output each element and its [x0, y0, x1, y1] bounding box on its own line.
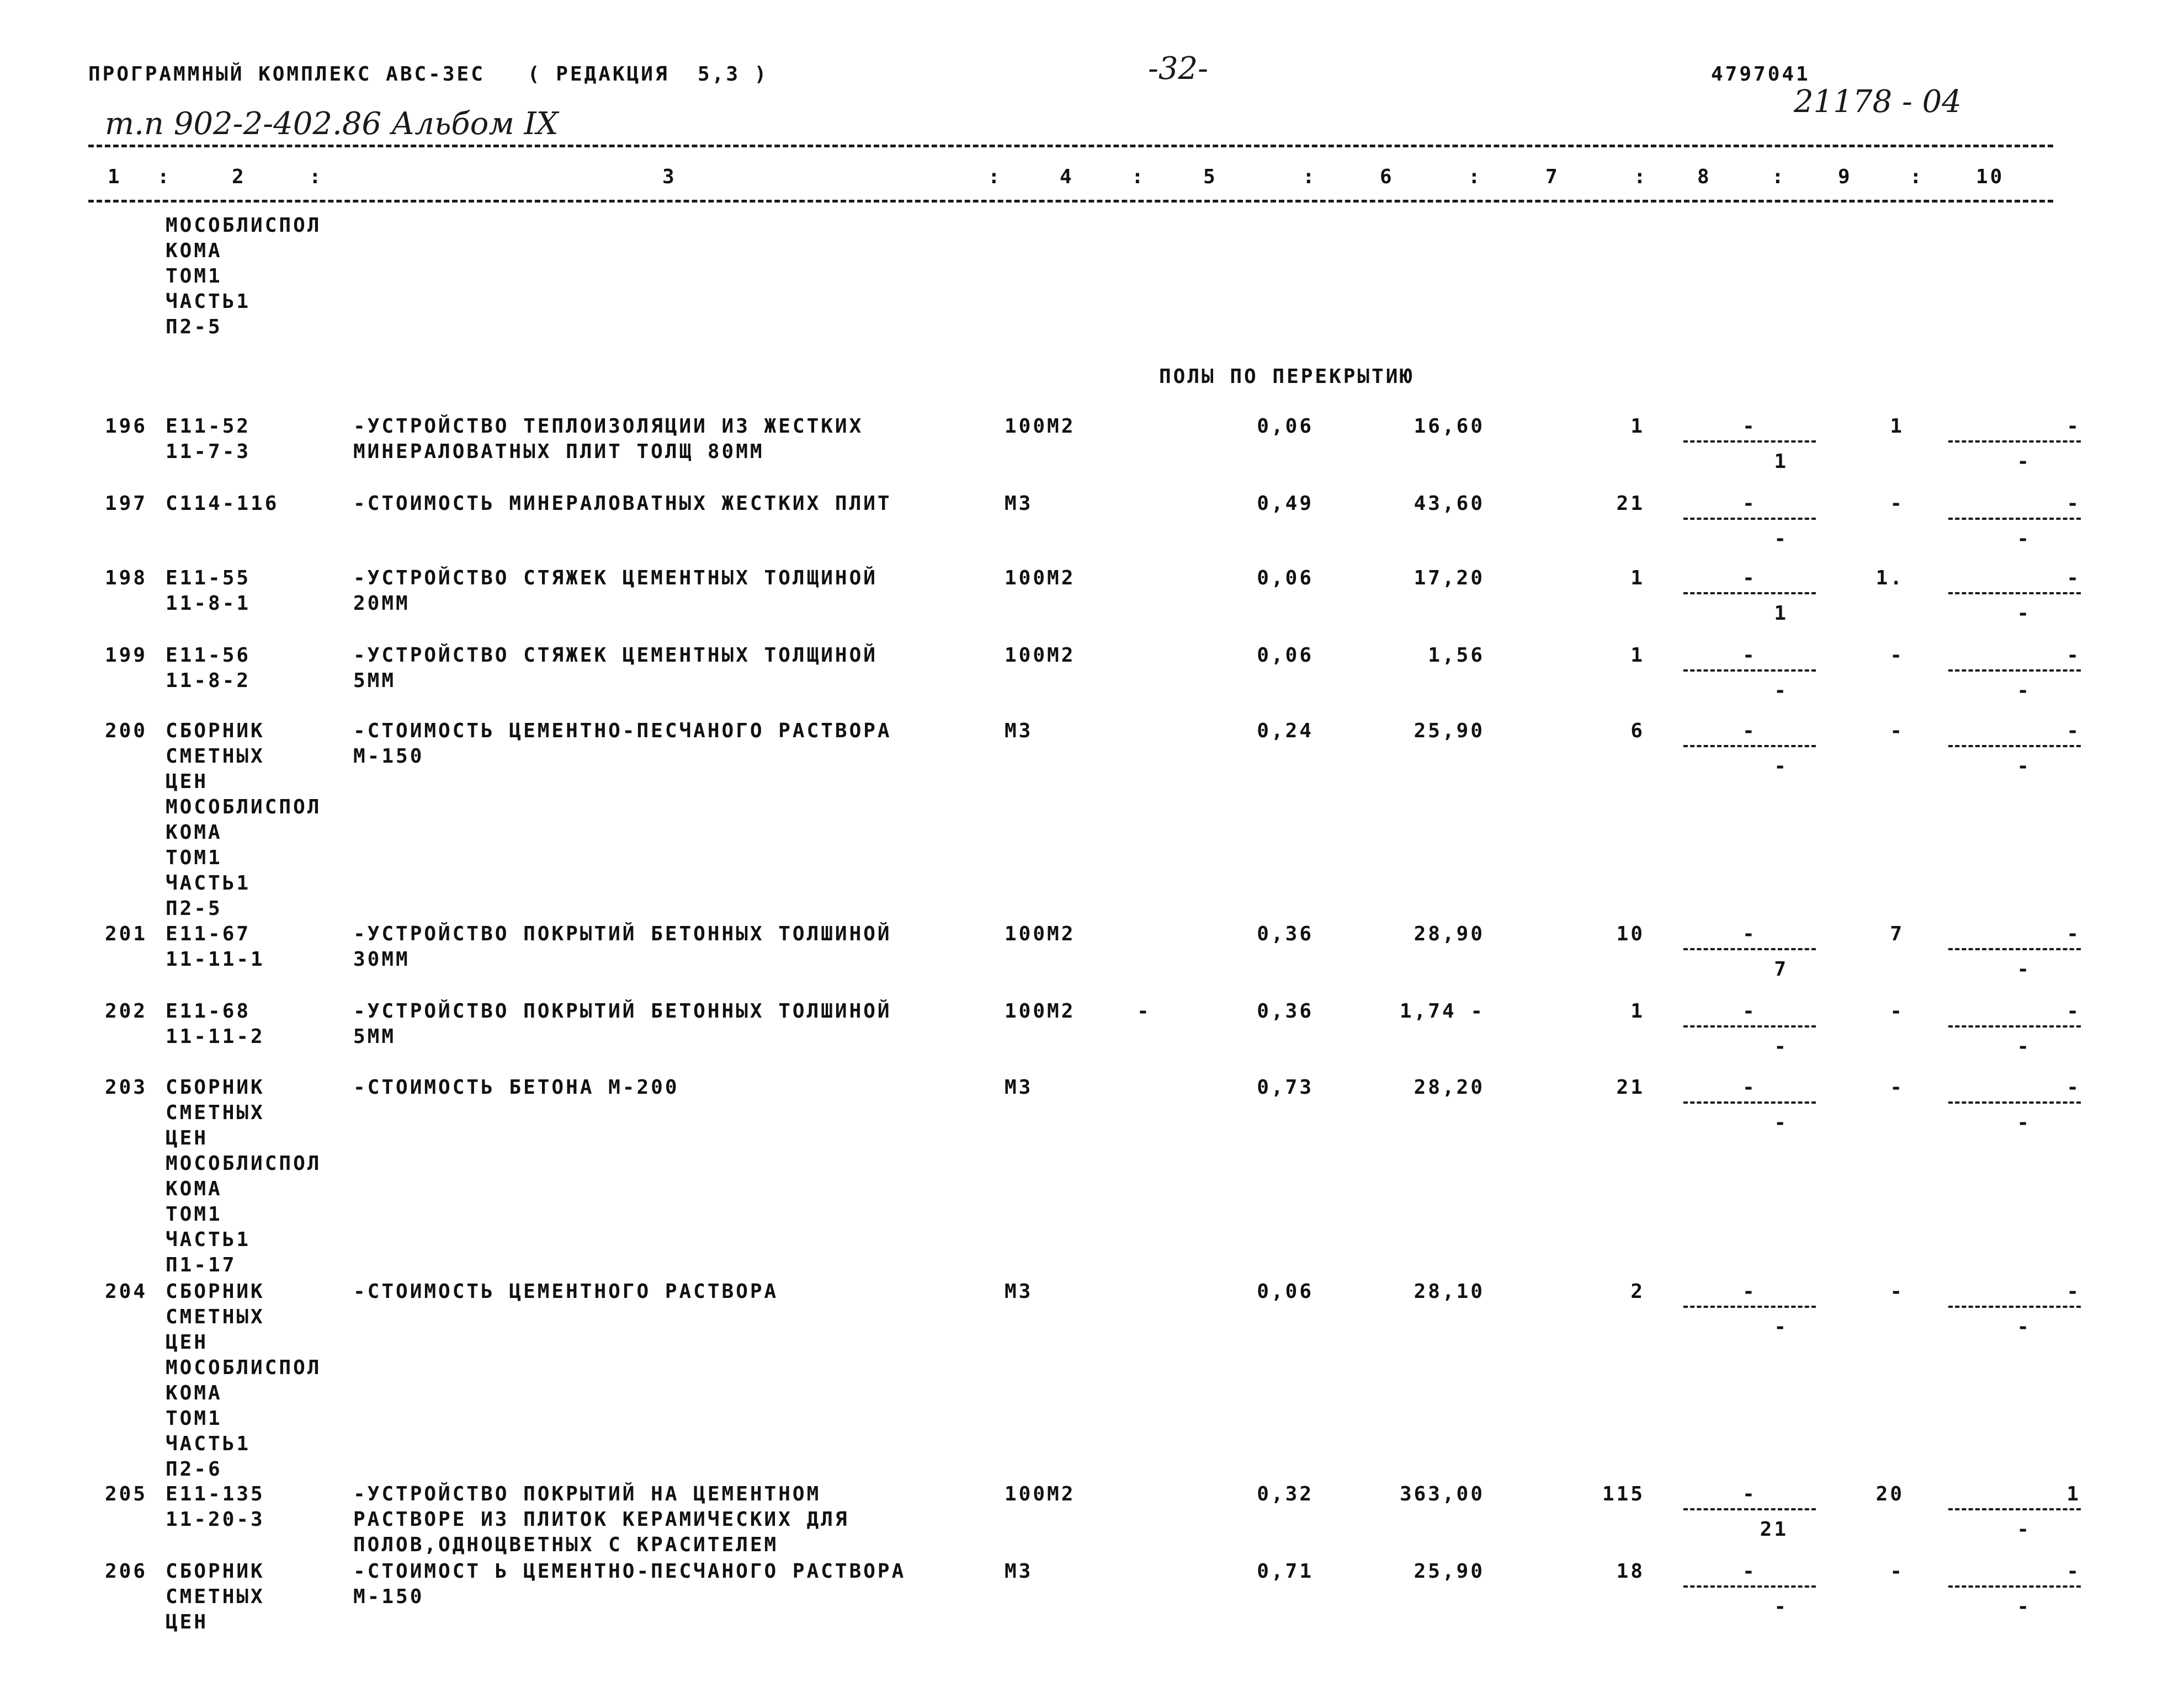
- col10-top: -: [2066, 415, 2081, 438]
- col9-value: -: [1890, 1560, 1904, 1583]
- col10-fraction-line: [1948, 1306, 2081, 1308]
- col8-fraction-line: [1683, 669, 1816, 672]
- col10-fraction-line: [1948, 1585, 2081, 1588]
- row-number: 200: [105, 720, 148, 742]
- work-description: РАСТВОРЕ ИЗ ПЛИТОК КЕРАМИЧЕСКИХ ДЛЯ: [353, 1508, 849, 1531]
- column-separator: :: [157, 166, 172, 188]
- unit-price: 28,10: [1414, 1280, 1485, 1303]
- program-header: ПРОГРАММНЫЙ КОМПЛЕКС АВС-3ЕС ( РЕДАКЦИЯ 5,3 ): [88, 63, 769, 86]
- unit: М3: [1005, 492, 1033, 515]
- resource-code: СБОРНИК: [166, 1076, 265, 1099]
- resource-code: Е11-68: [166, 1000, 251, 1023]
- total-cost: 1: [1630, 644, 1645, 667]
- header-rule-top: [88, 145, 2053, 147]
- col8-top: -: [1742, 720, 1757, 742]
- work-description: 5ММ: [353, 1025, 396, 1048]
- doc-handwritten-note: 21178 - 04: [1794, 84, 1962, 120]
- resource-code: С114-116: [166, 492, 279, 515]
- col10-fraction-line: [1948, 1025, 2081, 1028]
- unit: 100М2: [1005, 415, 1076, 438]
- col10-top: -: [2066, 1076, 2081, 1099]
- total-cost: 10: [1616, 923, 1645, 945]
- resource-code: МОСОБЛИСПОЛ: [166, 796, 322, 818]
- resource-code: СМЕТНЫХ: [166, 1585, 265, 1608]
- resource-code: 11-11-2: [166, 1025, 265, 1048]
- col8-top: -: [1742, 1560, 1757, 1583]
- work-description: -СТОИМОСТ Ь ЦЕМЕНТНО-ПЕСЧАНОГО РАСТВОРА: [353, 1560, 906, 1583]
- work-description: -УСТРОЙСТВО ПОКРЫТИЙ БЕТОННЫХ ТОЛШИНОЙ: [353, 923, 892, 945]
- quantity: 0,06: [1257, 415, 1314, 438]
- unit: 100М2: [1005, 644, 1076, 667]
- col8-top: -: [1742, 1483, 1757, 1505]
- row-number: 196: [105, 415, 148, 438]
- total-cost: 21: [1616, 1076, 1645, 1099]
- unit-price: 1,74 -: [1399, 1000, 1485, 1023]
- row-number: 201: [105, 923, 148, 945]
- col8-fraction-line: [1683, 948, 1816, 950]
- col8-fraction-line: [1683, 518, 1816, 520]
- col10-bottom: -: [2017, 679, 2031, 702]
- col8-bottom: -: [1774, 528, 1788, 550]
- work-description: -СТОИМОСТЬ БЕТОНА М-200: [353, 1076, 679, 1099]
- unit-price: 16,60: [1414, 415, 1485, 438]
- col8-bottom: -: [1774, 1595, 1788, 1618]
- resource-code: П1-17: [166, 1254, 237, 1276]
- resource-code: ТОМ1: [166, 1407, 222, 1430]
- quantity: 0,24: [1257, 720, 1314, 742]
- work-description: -УСТРОЙСТВО СТЯЖЕК ЦЕМЕНТНЫХ ТОЛЩИНОЙ: [353, 644, 878, 667]
- col10-top: -: [2066, 492, 2081, 515]
- project-handwritten-note: т.п 902-2-402.86 Альбом IX: [105, 106, 559, 142]
- col8-bottom: 1: [1774, 450, 1788, 473]
- resource-code: ЦЕН: [166, 770, 209, 793]
- quantity: 0,36: [1257, 923, 1314, 945]
- col8-fraction-line: [1683, 745, 1816, 747]
- total-cost: 1: [1630, 567, 1645, 589]
- column-header-5: 5: [1203, 166, 1218, 188]
- document-code: 4797041: [1711, 63, 1810, 86]
- section-title: ПОЛЫ ПО ПЕРЕКРЫТИЮ: [1159, 365, 1415, 388]
- col10-fraction-line: [1948, 440, 2081, 443]
- col8-bottom: -: [1774, 1111, 1788, 1134]
- row-number: 203: [105, 1076, 148, 1099]
- column-separator: :: [309, 166, 323, 188]
- column-separator: :: [1772, 166, 1786, 188]
- work-description: -УСТРОЙСТВО ПОКРЫТИЙ НА ЦЕМЕНТНОМ: [353, 1483, 821, 1505]
- work-description: -СТОИМОСТЬ ЦЕМЕНТНОГО РАСТВОРА: [353, 1280, 779, 1303]
- row-number: 202: [105, 1000, 148, 1023]
- col10-bottom: -: [2017, 1111, 2031, 1134]
- column-header-2: 2: [232, 166, 246, 188]
- quantity: 0,06: [1257, 644, 1314, 667]
- col8-top: -: [1742, 415, 1757, 438]
- resource-code: ЦЕН: [166, 1331, 209, 1354]
- col8-bottom: -: [1774, 1035, 1788, 1058]
- col8-top: -: [1742, 492, 1757, 515]
- work-description: 20ММ: [353, 592, 410, 615]
- resource-code: СБОРНИК: [166, 720, 265, 742]
- col8-top: -: [1742, 567, 1757, 589]
- total-cost: 2: [1630, 1280, 1645, 1303]
- prev-row-code-line: КОМА: [166, 239, 222, 262]
- resource-code: Е11-56: [166, 644, 251, 667]
- col8-top: -: [1742, 1280, 1757, 1303]
- unit-price: 363,00: [1399, 1483, 1485, 1505]
- work-description: -УСТРОЙСТВО ПОКРЫТИЙ БЕТОННЫХ ТОЛШИНОЙ: [353, 1000, 892, 1023]
- work-description: -УСТРОЙСТВО СТЯЖЕК ЦЕМЕНТНЫХ ТОЛЩИНОЙ: [353, 567, 878, 589]
- work-description: 5ММ: [353, 669, 396, 692]
- col8-fraction-line: [1683, 440, 1816, 443]
- unit-price: 17,20: [1414, 567, 1485, 589]
- prev-row-code-line: П2-5: [166, 316, 222, 338]
- work-description: 30ММ: [353, 948, 410, 971]
- resource-code: МОСОБЛИСПОЛ: [166, 1152, 322, 1175]
- unit-price: 28,20: [1414, 1076, 1485, 1099]
- col9-value: 1: [1890, 415, 1904, 438]
- col9-value: -: [1890, 1076, 1904, 1099]
- quantity: 0,06: [1257, 1280, 1314, 1303]
- col10-bottom: -: [2017, 450, 2031, 473]
- col8-fraction-line: [1683, 1508, 1816, 1510]
- work-description: МИНЕРАЛОВАТНЫХ ПЛИТ ТОЛЩ 80ММ: [353, 440, 764, 463]
- prev-row-code-line: МОСОБЛИСПОЛ: [166, 214, 322, 237]
- row-number: 205: [105, 1483, 148, 1505]
- resource-code: СМЕТНЫХ: [166, 745, 265, 768]
- resource-code: ЦЕН: [166, 1611, 209, 1633]
- prev-row-code-line: ТОМ1: [166, 265, 222, 288]
- col10-bottom: -: [2017, 1035, 2031, 1058]
- resource-code: 11-7-3: [166, 440, 251, 463]
- col8-top: -: [1742, 923, 1757, 945]
- row-number: 204: [105, 1280, 148, 1303]
- unit: М3: [1005, 720, 1033, 742]
- col8-top: -: [1742, 1000, 1757, 1023]
- unit-price: 25,90: [1414, 720, 1485, 742]
- page-number: -32-: [1148, 51, 1209, 87]
- resource-code: СМЕТНЫХ: [166, 1306, 265, 1328]
- col9-value: -: [1890, 492, 1904, 515]
- quantity: 0,49: [1257, 492, 1314, 515]
- column-separator: :: [1131, 166, 1146, 188]
- resource-code: П2-6: [166, 1458, 222, 1481]
- col10-top: -: [2066, 1560, 2081, 1583]
- unit: 100М2: [1005, 923, 1076, 945]
- resource-code: 11-11-1: [166, 948, 265, 971]
- col10-top: 1: [2066, 1483, 2081, 1505]
- quantity: 0,71: [1257, 1560, 1314, 1583]
- column-header-1: 1: [108, 166, 122, 188]
- unit: 100М2: [1005, 1483, 1076, 1505]
- col8-fraction-line: [1683, 592, 1816, 594]
- col8-bottom: -: [1774, 1316, 1788, 1338]
- col10-bottom: -: [2017, 528, 2031, 550]
- resource-code: ЧАСТЬ1: [166, 1433, 251, 1455]
- col10-bottom: -: [2017, 1595, 2031, 1618]
- resource-code: ТОМ1: [166, 847, 222, 869]
- total-cost: 6: [1630, 720, 1645, 742]
- column-header-8: 8: [1697, 166, 1712, 188]
- col5-mark: -: [1137, 1000, 1151, 1023]
- col9-value: -: [1890, 1280, 1904, 1303]
- col8-fraction-line: [1683, 1585, 1816, 1588]
- header-rule-bottom: [88, 200, 2053, 203]
- col8-fraction-line: [1683, 1306, 1816, 1308]
- total-cost: 1: [1630, 1000, 1645, 1023]
- resource-code: КОМА: [166, 1178, 222, 1200]
- resource-code: КОМА: [166, 1382, 222, 1404]
- resource-code: СБОРНИК: [166, 1280, 265, 1303]
- col10-top: -: [2066, 720, 2081, 742]
- resource-code: Е11-67: [166, 923, 251, 945]
- row-number: 199: [105, 644, 148, 667]
- resource-code: МОСОБЛИСПОЛ: [166, 1356, 322, 1379]
- col8-bottom: 1: [1774, 602, 1788, 625]
- work-description: -УСТРОЙСТВО ТЕПЛОИЗОЛЯЦИИ ИЗ ЖЕСТКИХ: [353, 415, 864, 438]
- col10-fraction-line: [1948, 745, 2081, 747]
- col10-fraction-line: [1948, 669, 2081, 672]
- col10-fraction-line: [1948, 1101, 2081, 1104]
- col8-bottom: 7: [1774, 958, 1788, 981]
- prev-row-code-line: ЧАСТЬ1: [166, 290, 251, 313]
- col10-fraction-line: [1948, 518, 2081, 520]
- resource-code: СБОРНИК: [166, 1560, 265, 1583]
- row-number: 206: [105, 1560, 148, 1583]
- unit: М3: [1005, 1280, 1033, 1303]
- col10-top: -: [2066, 1000, 2081, 1023]
- resource-code: 11-8-1: [166, 592, 251, 615]
- quantity: 0,06: [1257, 567, 1314, 589]
- col8-bottom: 21: [1760, 1518, 1788, 1541]
- resource-code: ЧАСТЬ1: [166, 872, 251, 895]
- column-separator: :: [1303, 166, 1317, 188]
- col9-value: -: [1890, 1000, 1904, 1023]
- unit-price: 43,60: [1414, 492, 1485, 515]
- unit: М3: [1005, 1560, 1033, 1583]
- resource-code: ТОМ1: [166, 1203, 222, 1226]
- column-separator: :: [1910, 166, 1924, 188]
- resource-code: Е11-55: [166, 567, 251, 589]
- resource-code: ЦЕН: [166, 1127, 209, 1149]
- col10-fraction-line: [1948, 948, 2081, 950]
- work-description: -СТОИМОСТЬ ЦЕМЕНТНО-ПЕСЧАНОГО РАСТВОРА: [353, 720, 892, 742]
- col10-bottom: -: [2017, 1316, 2031, 1338]
- column-separator: :: [1468, 166, 1482, 188]
- work-description: М-150: [353, 745, 424, 768]
- total-cost: 1: [1630, 415, 1645, 438]
- col9-value: 1.: [1875, 567, 1904, 589]
- resource-code: КОМА: [166, 821, 222, 844]
- unit-price: 25,90: [1414, 1560, 1485, 1583]
- total-cost: 115: [1602, 1483, 1645, 1505]
- column-header-6: 6: [1380, 166, 1394, 188]
- resource-code: СМЕТНЫХ: [166, 1101, 265, 1124]
- col9-value: 7: [1890, 923, 1904, 945]
- col10-bottom: -: [2017, 755, 2031, 778]
- work-description: ПОЛОВ,ОДНОЦВЕТНЫХ С КРАСИТЕЛЕМ: [353, 1534, 779, 1556]
- col10-fraction-line: [1948, 1508, 2081, 1510]
- col8-bottom: -: [1774, 679, 1788, 702]
- unit-price: 28,90: [1414, 923, 1485, 945]
- col8-top: -: [1742, 1076, 1757, 1099]
- column-header-4: 4: [1060, 166, 1074, 188]
- quantity: 0,32: [1257, 1483, 1314, 1505]
- resource-code: 11-20-3: [166, 1508, 265, 1531]
- col8-fraction-line: [1683, 1101, 1816, 1104]
- column-header-9: 9: [1838, 166, 1852, 188]
- column-separator: :: [988, 166, 1002, 188]
- row-number: 197: [105, 492, 148, 515]
- unit: М3: [1005, 1076, 1033, 1099]
- resource-code: Е11-135: [166, 1483, 265, 1505]
- work-description: М-150: [353, 1585, 424, 1608]
- col10-bottom: -: [2017, 1518, 2031, 1541]
- col10-fraction-line: [1948, 592, 2081, 594]
- work-description: -СТОИМОСТЬ МИНЕРАЛОВАТНЫХ ЖЕСТКИХ ПЛИТ: [353, 492, 892, 515]
- col9-value: -: [1890, 720, 1904, 742]
- column-separator: :: [1634, 166, 1648, 188]
- quantity: 0,36: [1257, 1000, 1314, 1023]
- col10-bottom: -: [2017, 958, 2031, 981]
- resource-code: 11-8-2: [166, 669, 251, 692]
- col8-top: -: [1742, 644, 1757, 667]
- col10-top: -: [2066, 644, 2081, 667]
- col8-fraction-line: [1683, 1025, 1816, 1028]
- col10-top: -: [2066, 923, 2081, 945]
- unit-price: 1,56: [1428, 644, 1485, 667]
- col9-value: 20: [1875, 1483, 1904, 1505]
- quantity: 0,73: [1257, 1076, 1314, 1099]
- unit: 100М2: [1005, 567, 1076, 589]
- col10-bottom: -: [2017, 602, 2031, 625]
- col8-bottom: -: [1774, 755, 1788, 778]
- col10-top: -: [2066, 1280, 2081, 1303]
- unit: 100М2: [1005, 1000, 1076, 1023]
- row-number: 198: [105, 567, 148, 589]
- column-header-7: 7: [1545, 166, 1560, 188]
- resource-code: ЧАСТЬ1: [166, 1228, 251, 1251]
- total-cost: 21: [1616, 492, 1645, 515]
- resource-code: Е11-52: [166, 415, 251, 438]
- resource-code: П2-5: [166, 897, 222, 920]
- col10-top: -: [2066, 567, 2081, 589]
- col9-value: -: [1890, 644, 1904, 667]
- column-header-10: 10: [1976, 166, 2005, 188]
- total-cost: 18: [1616, 1560, 1645, 1583]
- column-header-3: 3: [662, 166, 677, 188]
